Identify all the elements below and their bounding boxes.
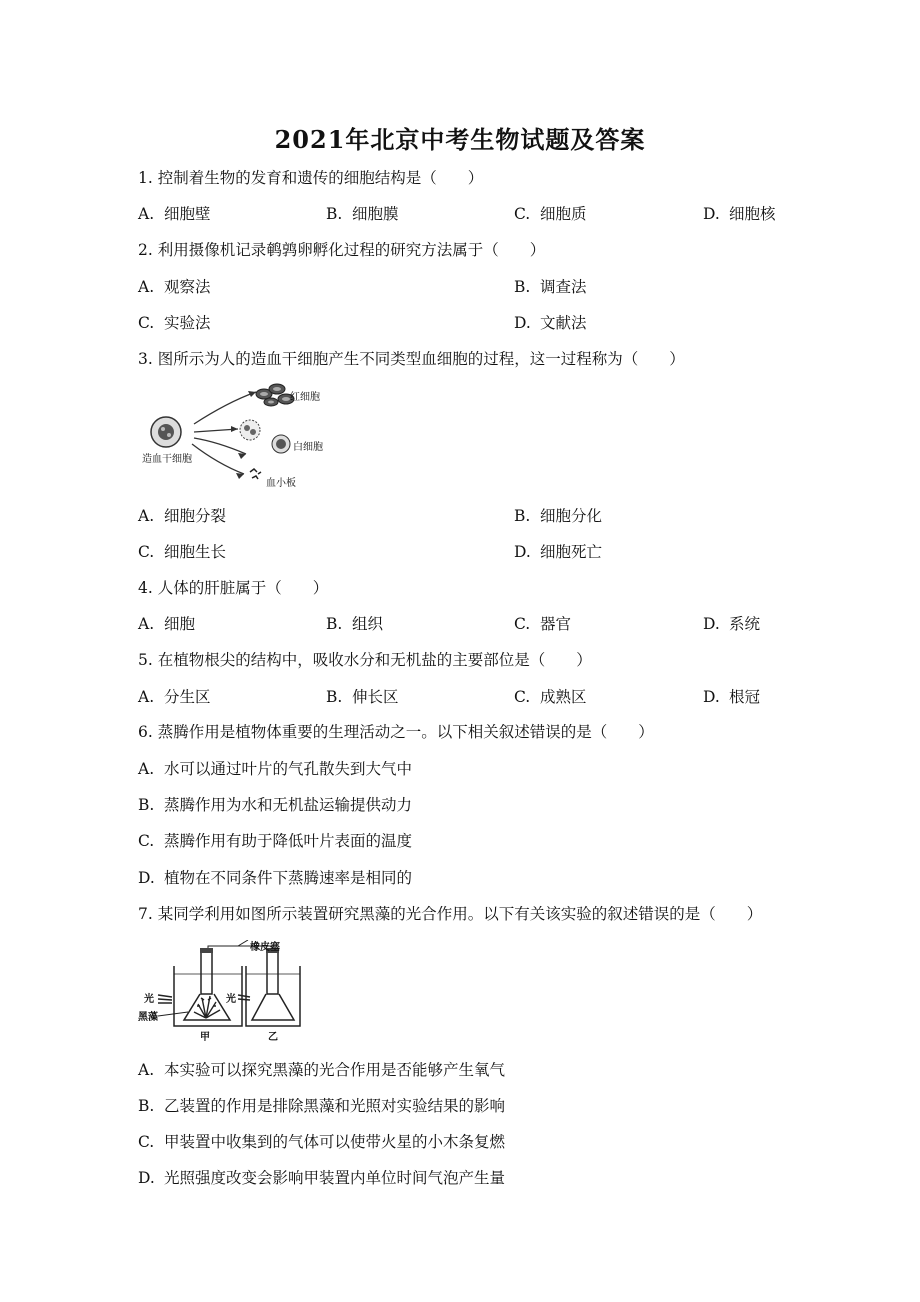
q4-option-d: D. 系统	[703, 615, 761, 633]
q1-option-b: B. 细胞膜	[326, 205, 399, 223]
question-4-stem: 4. 人体的肝脏属于（ ）	[138, 579, 329, 597]
q5-option-d: D. 根冠	[703, 688, 761, 706]
q4-option-c: C. 器官	[514, 615, 572, 633]
q3-option-d: D. 细胞死亡	[514, 543, 603, 561]
q7-option-d: D. 光照强度改变会影响甲装置内单位时间气泡产生量	[138, 1169, 506, 1187]
q1-option-d: D. 细胞核	[703, 205, 776, 223]
label-rubber-stopper: 橡皮塞	[250, 942, 280, 953]
q3-option-c: C. 细胞生长	[138, 543, 227, 561]
q2-option-c: C. 实验法	[138, 314, 211, 332]
q6-option-b: B. 蒸腾作用为水和无机盐运输提供动力	[138, 796, 413, 814]
blood-cell-figure	[138, 380, 338, 492]
q2-option-d: D. 文献法	[514, 314, 587, 332]
page-title: 2021年北京中考生物试题及答案	[274, 125, 646, 154]
q2-option-b: B. 调查法	[514, 278, 587, 296]
label-stem-cell: 造血干细胞	[142, 454, 192, 465]
q3-option-a: A. 细胞分裂	[138, 507, 227, 525]
q6-option-d: D. 植物在不同条件下蒸腾速率是相同的	[138, 869, 413, 887]
q4-option-b: B. 组织	[326, 615, 384, 633]
question-2-stem: 2. 利用摄像机记录鹌鹑卵孵化过程的研究方法属于（ ）	[138, 241, 546, 259]
red-blood-cells-drawing	[256, 384, 294, 406]
label-red-blood-cell: 红细胞	[290, 392, 320, 403]
platelets-drawing	[250, 469, 261, 479]
q2-option-a: A. 观察法	[138, 278, 211, 296]
q5-option-a: A. 分生区	[138, 688, 211, 706]
photosynthesis-apparatus-figure	[138, 940, 308, 1044]
q1-option-a: A. 细胞壁	[138, 205, 211, 223]
q6-option-a: A. 水可以通过叶片的气孔散失到大气中	[138, 760, 413, 778]
label-light-left: 光	[144, 994, 154, 1005]
water-plant-drawing	[194, 996, 220, 1018]
test-tube-left	[201, 950, 212, 994]
question-7-stem: 7. 某同学利用如图所示装置研究黑藻的光合作用。以下有关该实验的叙述错误的是（ ）	[138, 905, 763, 923]
question-6-stem: 6. 蒸腾作用是植物体重要的生理活动之一。以下相关叙述错误的是（ ）	[138, 723, 654, 741]
q1-option-c: C. 细胞质	[514, 205, 587, 223]
q5-option-c: C. 成熟区	[514, 688, 587, 706]
label-device-a: 甲	[200, 1032, 210, 1043]
label-device-b: 乙	[268, 1032, 278, 1043]
question-1-stem: 1. 控制着生物的发育和遗传的细胞结构是（ ）	[138, 169, 484, 187]
funnel-right	[252, 994, 294, 1020]
q3-option-b: B. 细胞分化	[514, 507, 603, 525]
test-tube-right	[267, 950, 278, 994]
q5-option-b: B. 伸长区	[326, 688, 399, 706]
white-blood-cells-drawing	[240, 420, 290, 453]
label-light-right: 光	[226, 994, 236, 1005]
label-water-plant: 黑藻	[138, 1012, 158, 1023]
q7-option-b: B. 乙装置的作用是排除黑藻和光照对实验结果的影响	[138, 1097, 506, 1115]
q6-option-c: C. 蒸腾作用有助于降低叶片表面的温度	[138, 832, 413, 850]
q7-option-c: C. 甲装置中收集到的气体可以使带火星的小木条复燃	[138, 1133, 506, 1151]
stem-cell-drawing	[151, 417, 181, 447]
question-3-stem: 3. 图所示为人的造血干细胞产生不同类型血细胞的过程，这一过程称为（ ）	[138, 350, 685, 368]
q4-option-a: A. 细胞	[138, 615, 196, 633]
question-5-stem: 5. 在植物根尖的结构中，吸收水分和无机盐的主要部位是（ ）	[138, 651, 592, 669]
label-white-blood-cell: 白细胞	[293, 442, 323, 453]
q7-option-a: A. 本实验可以探究黑藻的光合作用是否能够产生氧气	[138, 1061, 506, 1079]
label-platelet: 血小板	[266, 478, 296, 489]
